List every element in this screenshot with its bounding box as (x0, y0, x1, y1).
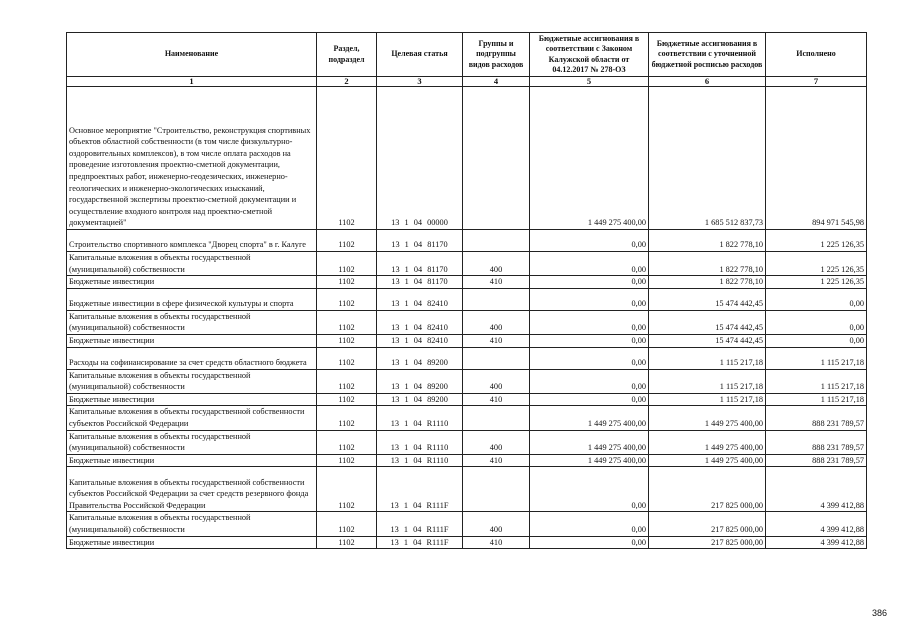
row-section: 1102 (317, 406, 377, 430)
budget-table (66, 32, 867, 549)
row-law-amount: 0,00 (530, 393, 649, 406)
table-row (67, 276, 867, 289)
row-target: 13 1 04 R1110 (377, 454, 463, 467)
table-row (67, 512, 867, 536)
row-name: Капитальные вложения в объекты государственной (муниципальной) собственности (67, 430, 317, 454)
row-done-amount: 0,00 (766, 334, 867, 347)
row-law-amount: 0,00 (530, 310, 649, 334)
table-row (67, 536, 867, 549)
row-refined-amount: 1 822 778,10 (649, 276, 766, 289)
row-target: 13 1 04 82410 (377, 288, 463, 310)
row-refined-amount: 1 685 512 837,73 (649, 87, 766, 230)
table-row (67, 369, 867, 393)
row-group (463, 87, 530, 230)
col-number: 7 (766, 77, 867, 87)
header-refined: Бюджетные ассигнования в соответствии с уточненной бюджетной росписью расходов (649, 33, 766, 77)
row-done-amount: 888 231 789,57 (766, 454, 867, 467)
row-done-amount: 1 115 217,18 (766, 347, 867, 369)
header-name: Наименование (67, 33, 317, 77)
table-body (67, 87, 867, 549)
row-law-amount: 1 449 275 400,00 (530, 454, 649, 467)
row-name: Бюджетные инвестиции (67, 276, 317, 289)
row-refined-amount: 1 449 275 400,00 (649, 406, 766, 430)
col-number: 4 (463, 77, 530, 87)
row-target: 13 1 04 R111F (377, 536, 463, 549)
table-row (67, 334, 867, 347)
row-law-amount: 0,00 (530, 467, 649, 512)
row-refined-amount: 15 474 442,45 (649, 288, 766, 310)
row-name: Капитальные вложения в объекты государственной (муниципальной) собственности (67, 369, 317, 393)
row-group (463, 467, 530, 512)
row-group: 400 (463, 310, 530, 334)
header-groups: Группы и подгруппы видов расходов (463, 33, 530, 77)
row-section: 1102 (317, 252, 377, 276)
row-group: 400 (463, 430, 530, 454)
row-name: Капитальные вложения в объекты государственной (муниципальной) собственности (67, 310, 317, 334)
header-law: Бюджетные ассигнования в соответствии с Законом Калужской области от 04.12.2017 № 278-ОЗ (530, 33, 649, 77)
row-target: 13 1 04 R111F (377, 512, 463, 536)
row-section: 1102 (317, 467, 377, 512)
row-refined-amount: 1 449 275 400,00 (649, 454, 766, 467)
row-target: 13 1 04 89200 (377, 369, 463, 393)
row-target: 13 1 04 81170 (377, 252, 463, 276)
row-name: Капитальные вложения в объекты государственной собственности субъектов Российской Федерации за счет средств резервного фонда Правительства Российской Федерации (67, 467, 317, 512)
row-law-amount: 0,00 (530, 369, 649, 393)
row-refined-amount: 1 449 275 400,00 (649, 430, 766, 454)
row-done-amount: 4 399 412,88 (766, 536, 867, 549)
col-number: 2 (317, 77, 377, 87)
table-row (67, 393, 867, 406)
row-refined-amount: 1 822 778,10 (649, 230, 766, 252)
row-section: 1102 (317, 536, 377, 549)
row-refined-amount: 217 825 000,00 (649, 536, 766, 549)
row-law-amount: 0,00 (530, 276, 649, 289)
row-law-amount: 1 449 275 400,00 (530, 430, 649, 454)
row-target: 13 1 04 82410 (377, 310, 463, 334)
row-section: 1102 (317, 334, 377, 347)
header-done: Исполнено (766, 33, 867, 77)
row-section: 1102 (317, 430, 377, 454)
row-refined-amount: 1 115 217,18 (649, 369, 766, 393)
header-section: Раздел, подраздел (317, 33, 377, 77)
row-target: 13 1 04 82410 (377, 334, 463, 347)
row-group (463, 406, 530, 430)
row-group: 410 (463, 393, 530, 406)
row-law-amount: 0,00 (530, 288, 649, 310)
row-name: Капитальные вложения в объекты государственной (муниципальной) собственности (67, 252, 317, 276)
row-done-amount: 888 231 789,57 (766, 430, 867, 454)
row-done-amount: 1 225 126,35 (766, 252, 867, 276)
row-law-amount: 0,00 (530, 347, 649, 369)
row-group: 410 (463, 334, 530, 347)
row-target: 13 1 04 89200 (377, 393, 463, 406)
row-group: 400 (463, 369, 530, 393)
page-number: 386 (872, 608, 888, 618)
row-section: 1102 (317, 310, 377, 334)
row-name: Основное мероприятие "Строительство, реконструкция спортивных объектов областной собственности (в том числе физкультурно-оздоровительных комплексов), в том числе оплата расходов на проведение изготовления проектно-сметной документации, предпроектных работ, инженерно-геодезических, инженерно-геологических и инженерно-экологических изысканий, государственной экспертизы проектно-сметной документации и осуществление входного контроля над проектно-сметной документацией" (67, 87, 317, 230)
row-name: Капитальные вложения в объекты государственной (муниципальной) собственности (67, 512, 317, 536)
table-row (67, 230, 867, 252)
table-row (67, 252, 867, 276)
row-refined-amount: 217 825 000,00 (649, 512, 766, 536)
table-row (67, 288, 867, 310)
row-target: 13 1 04 81170 (377, 230, 463, 252)
row-done-amount: 0,00 (766, 310, 867, 334)
col-number: 1 (67, 77, 317, 87)
row-name: Бюджетные инвестиции (67, 536, 317, 549)
col-number: 3 (377, 77, 463, 87)
row-done-amount: 888 231 789,57 (766, 406, 867, 430)
row-section: 1102 (317, 369, 377, 393)
col-number: 6 (649, 77, 766, 87)
row-section: 1102 (317, 454, 377, 467)
row-name: Расходы на софинансирование за счет средств областного бюджета (67, 347, 317, 369)
row-target: 13 1 04 81170 (377, 276, 463, 289)
row-target: 13 1 04 R111F (377, 467, 463, 512)
row-section: 1102 (317, 230, 377, 252)
table-row (67, 347, 867, 369)
row-done-amount: 1 115 217,18 (766, 393, 867, 406)
row-refined-amount: 217 825 000,00 (649, 467, 766, 512)
row-group: 410 (463, 276, 530, 289)
row-done-amount: 0,00 (766, 288, 867, 310)
row-target: 13 1 04 R1110 (377, 430, 463, 454)
row-group: 410 (463, 454, 530, 467)
row-name: Бюджетные инвестиции (67, 393, 317, 406)
table-row (67, 467, 867, 512)
row-law-amount: 0,00 (530, 334, 649, 347)
row-target: 13 1 04 89200 (377, 347, 463, 369)
row-done-amount: 4 399 412,88 (766, 467, 867, 512)
row-refined-amount: 1 115 217,18 (649, 347, 766, 369)
row-done-amount: 4 399 412,88 (766, 512, 867, 536)
row-group: 400 (463, 252, 530, 276)
row-name: Бюджетные инвестиции (67, 454, 317, 467)
row-group (463, 347, 530, 369)
row-name: Бюджетные инвестиции в сфере физической культуры и спорта (67, 288, 317, 310)
row-group: 400 (463, 512, 530, 536)
row-target: 13 1 04 00000 (377, 87, 463, 230)
row-section: 1102 (317, 347, 377, 369)
table-row (67, 87, 867, 230)
row-law-amount: 1 449 275 400,00 (530, 87, 649, 230)
row-refined-amount: 15 474 442,45 (649, 334, 766, 347)
row-law-amount: 0,00 (530, 536, 649, 549)
row-section: 1102 (317, 276, 377, 289)
row-done-amount: 1 115 217,18 (766, 369, 867, 393)
header-target: Целевая статья (377, 33, 463, 77)
row-name: Бюджетные инвестиции (67, 334, 317, 347)
row-name: Капитальные вложения в объекты государственной собственности субъектов Российской Федерации (67, 406, 317, 430)
row-done-amount: 1 225 126,35 (766, 230, 867, 252)
row-done-amount: 894 971 545,98 (766, 87, 867, 230)
row-group (463, 288, 530, 310)
row-group: 410 (463, 536, 530, 549)
row-refined-amount: 1 115 217,18 (649, 393, 766, 406)
row-section: 1102 (317, 393, 377, 406)
table-row (67, 406, 867, 430)
row-refined-amount: 1 822 778,10 (649, 252, 766, 276)
row-law-amount: 0,00 (530, 252, 649, 276)
table-row (67, 310, 867, 334)
table-row (67, 454, 867, 467)
row-section: 1102 (317, 512, 377, 536)
table-row (67, 430, 867, 454)
row-target: 13 1 04 R1110 (377, 406, 463, 430)
row-section: 1102 (317, 288, 377, 310)
row-refined-amount: 15 474 442,45 (649, 310, 766, 334)
row-name: Строительство спортивного комплекса "Дворец спорта" в г. Калуге (67, 230, 317, 252)
row-law-amount: 0,00 (530, 230, 649, 252)
row-section: 1102 (317, 87, 377, 230)
row-law-amount: 1 449 275 400,00 (530, 406, 649, 430)
row-group (463, 230, 530, 252)
col-number: 5 (530, 77, 649, 87)
row-law-amount: 0,00 (530, 512, 649, 536)
row-done-amount: 1 225 126,35 (766, 276, 867, 289)
